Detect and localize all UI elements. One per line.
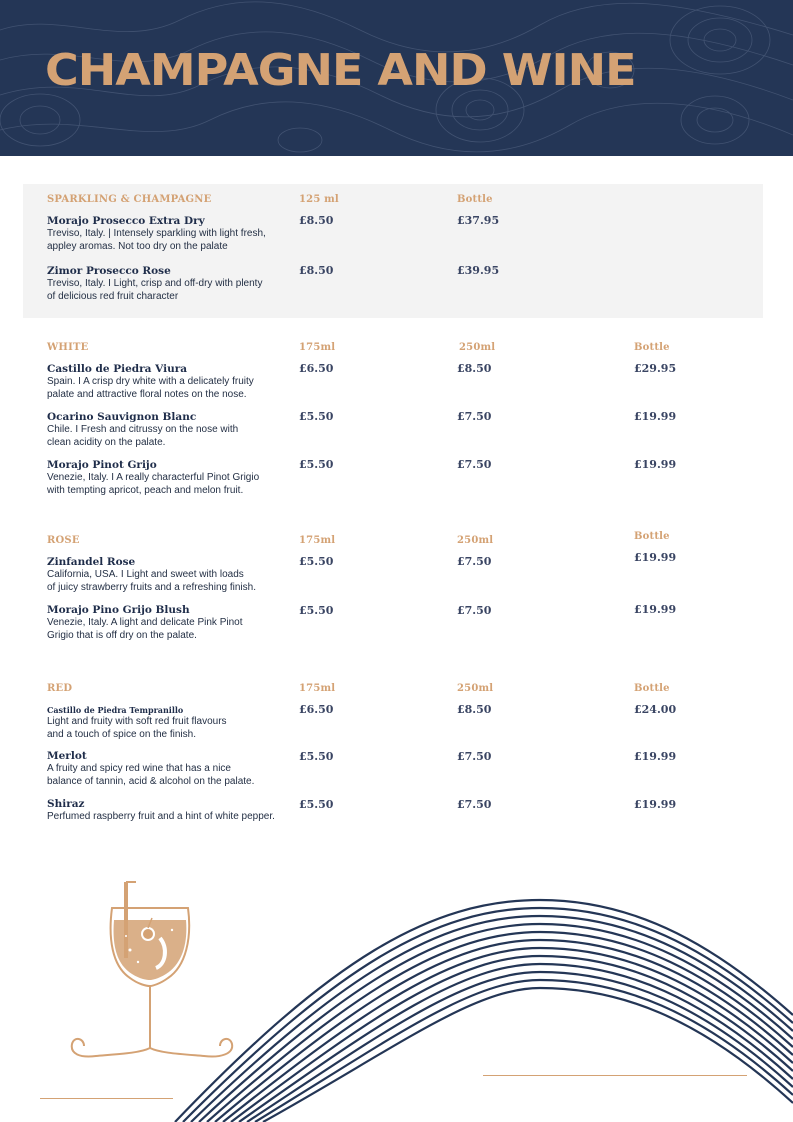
item-description-line: balance of tannin, acid & alcohol on the palate. (47, 775, 255, 787)
item-description-line: clean acidity on the palate. (47, 436, 166, 448)
divider-line (40, 1098, 173, 1099)
item-name: Morajo Prosecco Extra Dry (47, 215, 205, 227)
item-description-line: Perfumed raspberry fruit and a hint of white pepper. (47, 811, 275, 822)
column-header-250ml: 250ml (459, 342, 496, 353)
column-header-bottle: Bottle (634, 342, 670, 353)
item-description-line: Treviso, Italy. | Intensely sparkling with light fresh, (47, 228, 266, 239)
item-description (47, 228, 307, 253)
price-250ml: £7.50 (457, 555, 492, 568)
price-bottle: £19.99 (634, 551, 677, 564)
wine-glass-illustration (60, 878, 240, 1078)
price-bottle: £19.99 (634, 603, 677, 616)
section-heading: SPARKLING & CHAMPAGNE (47, 194, 212, 205)
price-bottle: £19.99 (634, 458, 677, 471)
item-description-line: A fruity and spicy red wine that has a nice (47, 763, 231, 774)
price-250ml: £7.50 (457, 604, 492, 617)
section-sparkling (23, 184, 763, 318)
price-175ml: £5.50 (299, 750, 334, 763)
item-description-line: of delicious red fruit character (47, 290, 179, 302)
price-bottle: £37.95 (457, 214, 500, 227)
item-name: Castillo de Piedra Tempranillo (47, 705, 184, 715)
column-header-175ml: 175ml (299, 342, 336, 353)
price-bottle: £19.99 (634, 750, 677, 763)
item-description-line: of juicy strawberry fruits and a refreshing finish. (47, 581, 256, 593)
item-description-line: Spain. I A crisp dry white with a delicately fruity (47, 376, 254, 387)
column-header-bottle: Bottle (634, 531, 670, 542)
item-description-line: Light and fruity with soft red fruit flavours (47, 716, 227, 727)
item-description (47, 763, 307, 788)
section-red (23, 676, 763, 826)
price-125ml: £8.50 (299, 214, 334, 227)
item-description (47, 278, 307, 303)
column-header-bottle: Bottle (457, 194, 493, 205)
section-heading: RED (47, 683, 73, 694)
item-description (47, 569, 307, 594)
price-250ml: £7.50 (457, 458, 492, 471)
price-250ml: £7.50 (457, 798, 492, 811)
column-header-250ml: 250ml (457, 535, 494, 546)
item-description-line: Chile. I Fresh and citrussy on the nose with (47, 424, 239, 435)
column-header-bottle: Bottle (634, 683, 670, 694)
item-name: Castillo de Piedra Viura (47, 363, 188, 375)
item-description (47, 376, 307, 401)
item-name: Merlot (47, 750, 87, 762)
column-header-175ml: 175ml (299, 535, 336, 546)
column-header-125ml: 125 ml (299, 194, 339, 205)
price-175ml: £6.50 (299, 703, 334, 716)
column-header-175ml: 175ml (299, 683, 336, 694)
item-description (47, 424, 307, 449)
price-250ml: £7.50 (457, 750, 492, 763)
price-175ml: £5.50 (299, 410, 334, 423)
item-name: Morajo Pino Grijo Blush (47, 604, 190, 616)
price-bottle: £24.00 (634, 703, 677, 716)
item-name: Ocarino Sauvignon Blanc (47, 411, 197, 423)
page-title: CHAMPAGNE AND WINE (45, 44, 636, 96)
item-description-line: and a touch of spice on the finish. (47, 728, 196, 740)
item-name: Shiraz (47, 798, 85, 810)
item-description-line: with tempting apricot, peach and melon fruit. (47, 484, 244, 496)
divider-line (483, 1075, 747, 1076)
section-heading: WHITE (47, 342, 89, 353)
price-175ml: £5.50 (299, 458, 334, 471)
item-name: Morajo Pinot Grijo (47, 459, 157, 471)
item-description (47, 617, 307, 642)
item-description-line: appley aromas. Not too dry on the palate (47, 240, 228, 252)
price-250ml: £8.50 (457, 703, 492, 716)
item-description-line: palate and attractive floral notes on the nose. (47, 388, 247, 400)
price-250ml: £8.50 (457, 362, 492, 375)
item-description (47, 811, 347, 824)
section-white (23, 336, 763, 506)
price-175ml: £6.50 (299, 362, 334, 375)
item-description-line: Grigio that is off dry on the palate. (47, 629, 197, 641)
header-banner (0, 0, 793, 156)
price-bottle: £19.99 (634, 798, 677, 811)
item-name: Zinfandel Rose (47, 556, 136, 568)
price-125ml: £8.50 (299, 264, 334, 277)
column-header-250ml: 250ml (457, 683, 494, 694)
item-description (47, 716, 307, 741)
price-250ml: £7.50 (457, 410, 492, 423)
price-bottle: £29.95 (634, 362, 677, 375)
price-175ml: £5.50 (299, 555, 334, 568)
item-description (47, 472, 307, 497)
section-heading: ROSE (47, 535, 80, 546)
item-description-line: Treviso, Italy. I Light, crisp and off-dry with plenty (47, 278, 263, 289)
price-175ml: £5.50 (299, 604, 334, 617)
section-rose (23, 528, 763, 648)
price-175ml: £5.50 (299, 798, 334, 811)
price-bottle: £39.95 (457, 264, 500, 277)
item-description-line: California, USA. I Light and sweet with loads (47, 569, 244, 580)
item-name: Zimor Prosecco Rose (47, 265, 171, 277)
item-description-line: Venezie, Italy. I A really characterful Pinot Grigio (47, 472, 260, 483)
price-bottle: £19.99 (634, 410, 677, 423)
item-description-line: Venezie, Italy. A light and delicate Pink Pinot (47, 617, 243, 628)
